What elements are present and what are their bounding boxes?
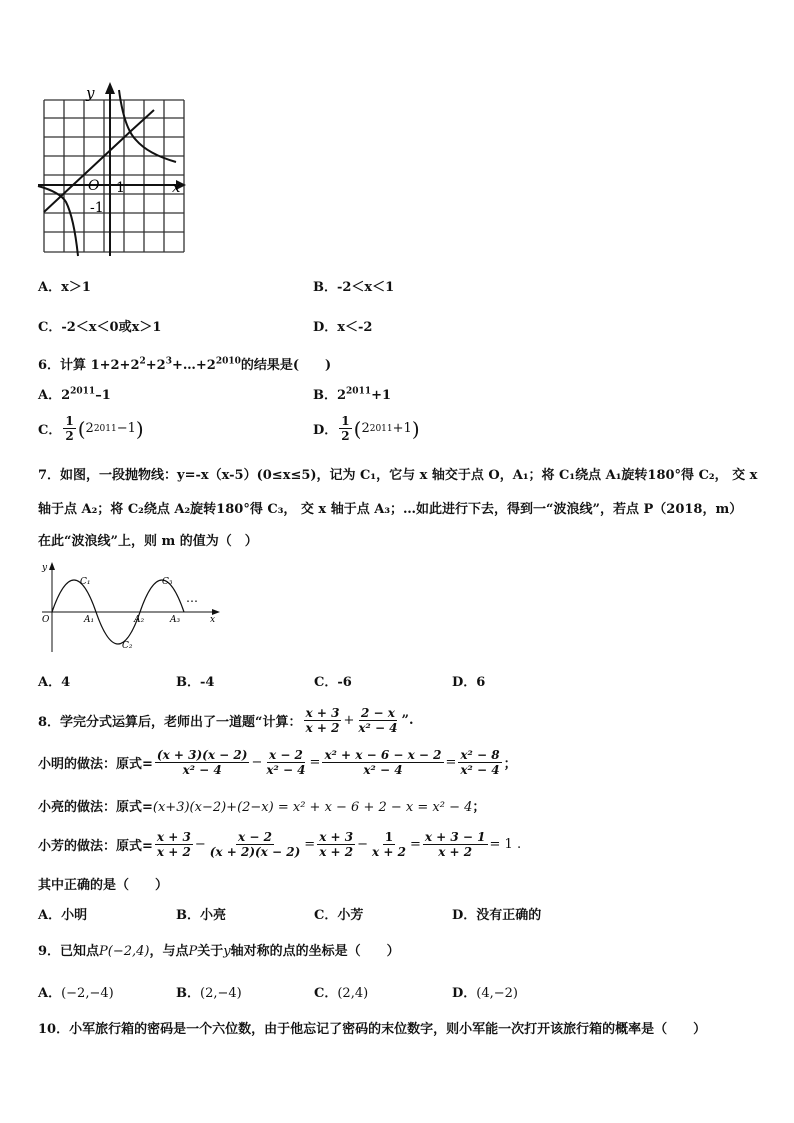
q8-option-c: C．小芳 — [314, 908, 364, 923]
q8-option-a: A．小明 — [38, 908, 88, 923]
tick-neg-one: -1 — [90, 200, 104, 216]
q8-ask: 其中正确的是（ ） — [38, 878, 169, 893]
q7-option-d: D．6 — [452, 675, 486, 690]
q6-option-c: C． $\frac{1}{2}$ ( 2 2011 −1 ) — [38, 414, 144, 443]
q8-xiaofang: 小芳的做法：原式= $\frac{x + 3}{x + 2}$ − $\frac{x - 2}{(x + 2)(x - 2)}$ = $\frac{x + 3}{x + 2}$ − $\frac{1}{x + 2}$ = $\frac{x + 3 - 1}{x + 2}$ = 1 . — [38, 830, 522, 859]
q8-stem: 8．学完分式运算后，老师出了一道题“计算： $\frac{x + 3}{x + 2}$ + $\frac{2 - x}{\text{x² − 4}}$ ”. — [38, 706, 414, 735]
q6-option-b: B．$2^{2011}+1$ — [313, 386, 392, 403]
q5-function-graph — [36, 80, 190, 258]
wave-y-label: y — [42, 563, 48, 573]
q7-option-a: A．4 — [38, 675, 71, 690]
q7-stem-line2: 轴于点 A₂；将 C₂绕点 A₂旋转180°得 C₃， 交 x 轴于点 A₃；…如此进行下去，得到一“波浪线”，若点 P（2018，m） — [38, 502, 743, 517]
q5-option-d: D．x＜-2 — [313, 320, 373, 335]
q6-stem: 6．计算 $1+2+2^2+2^3+\dots+2^{2010}$的结果是( ) — [38, 356, 332, 373]
q5-option-c: C．-2＜x＜0或x＞1 — [38, 320, 162, 335]
q7-option-b: B．-4 — [176, 675, 215, 690]
q9-option-c: C．(2,4) — [314, 986, 369, 1001]
wave-a1: A₁ — [84, 615, 95, 625]
wave-a3: A₃ — [170, 615, 181, 625]
q5-option-b: B．-2＜x＜1 — [313, 280, 395, 295]
grid — [44, 100, 184, 252]
q6-option-a: A．$2^{2011}-1$ — [38, 386, 111, 403]
axes — [38, 88, 182, 256]
q9-stem: 9．已知点P(−2,4)，与点P关于y轴对称的点的坐标是（ ） — [38, 944, 400, 959]
wave-x-label: x — [210, 615, 216, 625]
q9-option-d: D．(4,−2) — [452, 986, 518, 1001]
wave-origin: O — [42, 615, 50, 625]
y-axis-arrow — [105, 82, 115, 94]
x-axis-label: x — [172, 178, 181, 196]
q7-stem-line1: 7．如图，一段抛物线：y=-x（x-5）(0≤x≤5)，记为 C₁，它与 x 轴交于点 O，A₁；将 C₁绕点 A₁旋转180°得 C₂， 交 x — [38, 468, 758, 483]
q8-xiaoming: 小明的做法：原式= $\frac{(x + 3)(x - 2)}{\text{x² − 4}}$ − $\frac{x - 2}{\text{x² − 4}}$ = $\frac{\text{x² + x − 6 − x − 2}}{\text{x² − 4}}$ = $\frac{\text{x² − 8}}{\text{x² − 4}}$ ； — [38, 748, 517, 777]
tick-one: 1 — [116, 180, 125, 196]
q10-stem: 10．小军旅行箱的密码是一个六位数，由于他忘记了密码的末位数字，则小军能一次打开该旅行箱的概率是（ ） — [38, 1022, 707, 1037]
q6-option-d: D． $\frac{1}{2}$ ( 2 2011 +1 ) — [313, 414, 420, 443]
y-axis-label: y — [86, 84, 95, 102]
wave-y-arrow — [49, 562, 55, 570]
q5-option-a: A．x＞1 — [38, 280, 91, 295]
q9-option-a: A．(−2,−4) — [38, 986, 114, 1001]
wave-c2: C₂ — [122, 641, 133, 651]
q8-xiaoliang: 小亮的做法：原式=(x+3)(x−2)+(2−x) = x² + x − 6 + 2 − x = x² − 4； — [38, 800, 486, 815]
wave-ellipsis: … — [186, 591, 198, 605]
q7-stem-line3: 在此“波浪线”上，则 m 的值为（ ） — [38, 534, 258, 549]
q8-option-d: D．没有正确的 — [452, 908, 542, 923]
q7-wave-graph — [38, 560, 224, 656]
q8-option-b: B．小亮 — [176, 908, 226, 923]
q9-option-b: B．(2,−4) — [176, 986, 242, 1001]
wave-c1: C₁ — [80, 577, 91, 587]
q7-option-c: C．-6 — [314, 675, 352, 690]
wave-c3: C₃ — [162, 577, 173, 587]
hyperbola-right — [119, 90, 176, 162]
wave-a2: A₂ — [134, 615, 145, 625]
origin-label: O — [88, 178, 100, 194]
